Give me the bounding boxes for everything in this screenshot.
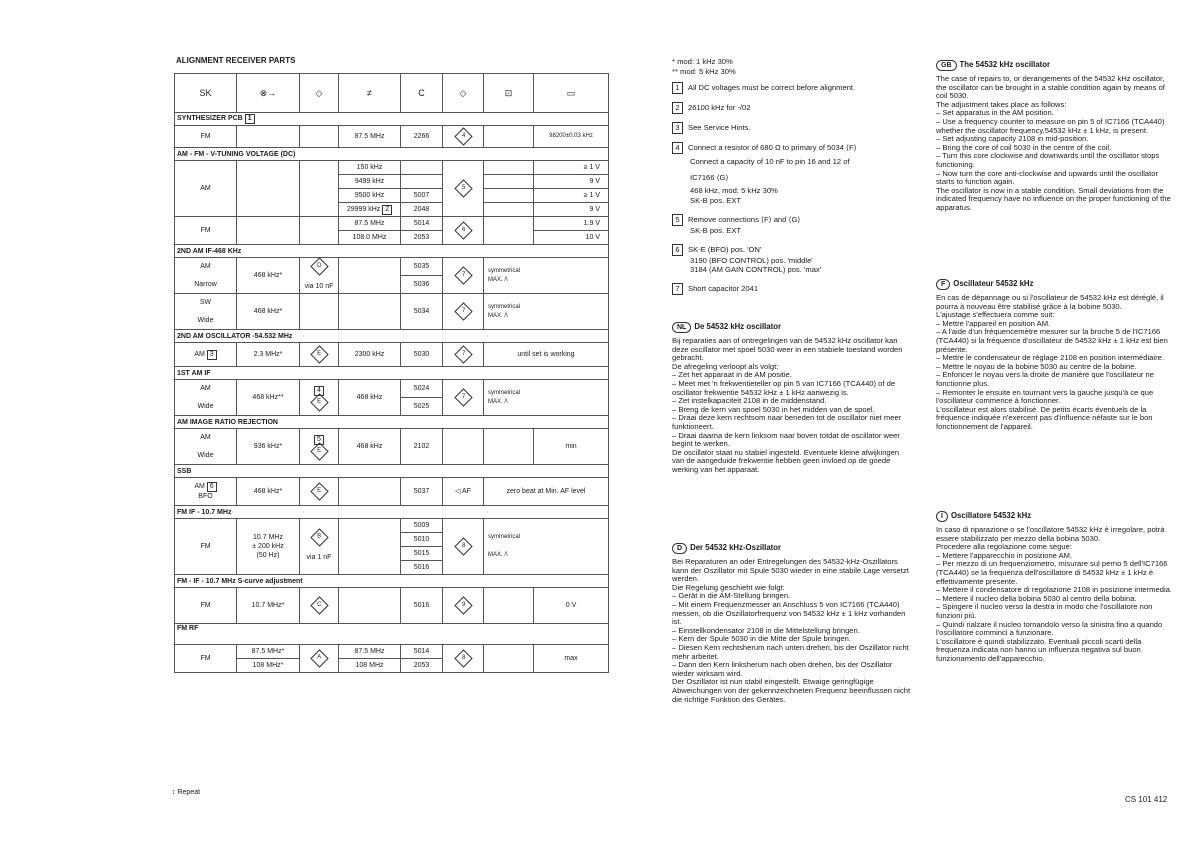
section-s-curve: FM - IF - 10.7 MHz S-curve adjustment — [175, 575, 609, 588]
de-section: D Der 54532 kHz-Oszillator Bei Reparaturen an oder Entregelungen des 54532-kHz-Oszillators kann der Oszillator mit Spule 5030 wieder in eine stabile Lage versetzt werden. Die Regelung geschieht wie folgt: – Gerät in die AM-Stellung bringen. – Mit einem Frequenzmesser an Anschluss 5 von IC7166 (TCA440) messen, ob die Oszillatorfrequenz von 54532 kHz ± 1 kHz vorhanden ist. – Einstellkondensator 2108 in die Mittelstellung bringen. – Kern der Spule 5030 in die Mitte der Spule bringen. – Diesen Kern rechtsherum nach unten drehen, bis der Oszillator nicht mehr arbeitet. – Dann den Kern linksherum nach oben drehen, bis der Oszillator wieder wirksam wird. Der Oszillator ist nun stabil eingestellt. Etwaige geringfügige Abweichungen von der gekennzeichneten Frequenz beeinflussen nicht die richtige Funktion des Gerätes. — [672, 543, 911, 704]
hdr-generator-icon: ⊗→ — [237, 74, 300, 113]
section-1st-if: 1ST AM IF — [175, 367, 609, 380]
hdr-sk: SK — [175, 74, 237, 113]
cell: 2266 — [401, 126, 443, 148]
alignment-table: SK ⊗→ ◇ ≠ C ◇ ⊡ ▭ SYNTHESIZER PCB 1 FM 87.5 MHz 2266 4 98200±0.03 kHz AM - FM - V-TUNING VOLTAGE (DC) AM 150 kHz 5 ≥ 1 V 9499 kHz 9 V 9500 kHz 5007 ≥ 1 V 29999 kHz 2 2048 9 V FM 87.5 MHz 5014 6 1.9 V 108.0 MHz 2053 10 V 2ND AM IF-468 KHz AM Narrow 468 kHz* D via 10 nF 5035 7 symmetrical MAX. /\ 5036 SW Wide 468 kHz* 5034 7 symmetrical MAX. /\ 2ND AM OSCILLATOR -54.532 MHz AM 3 2.3 MHz* E 2300 kHz 5030 7 until set is working 1ST AM IF AM Wide 468 kHz** 4 E 468 kHz 5024 7 symmetrical MAX. /\ 5025 AM IMAGE RATIO REJECTION AM Wide 936 kHz* 5 E 468 kHz 2102 min SSB AM 6 BFO 468 kHz* E 5037 ◁ AF zero beat at Min. AF level FM IF - 10.7 MHz FM 10.7 MHz ± 200 kHz (50 Hz) B via 1 nF 5009 8 symmetrical MAX. /\ 5010 5015 5016 FM - IF - 10.7 MHz S-curve adjustment FM 10.7 MHz* C 5016 9 0 V FM RF FM 87.5 MHz* A 87.5 MHz 5014 8 max 108 MHz* 108 MHz 2053 — [174, 73, 609, 673]
section-vtuning: AM - FM - V-TUNING VOLTAGE (DC) — [175, 148, 609, 161]
hdr-meter-icon: ▭ — [534, 74, 609, 113]
cell: 87.5 MHz — [339, 126, 401, 148]
hdr-coil-icon: C — [401, 74, 443, 113]
hdr-measure-point-icon: ◇ — [443, 74, 484, 113]
section-oscillator: 2ND AM OSCILLATOR -54.532 MHz — [175, 330, 609, 343]
section-ssb: SSB — [175, 465, 609, 478]
header-row — [175, 74, 609, 113]
page-title: ALIGNMENT RECEIVER PARTS — [176, 56, 296, 65]
cell: FM — [175, 126, 237, 148]
gb-section: GB The 54532 kHz oscillator The case of repairs to, or derangements of the 54532 kHz oscillator, the oscillator can be brought in a stable condition again by means of coil 5030. The adjustment takes place as follows: – Set apparatus in the AM position. – Use a frequency counter to measure on pin 5 of IC7166 (TCA440) whether the oscillator frequency,54532 kHz ± 1 kHz, is present. – Set adjusting capacity 2108 in mid-position. – Bring the core of coil 5030 in the centre of the coil. – Turn this core clockwise and downwards until the oscillator stops functioning. – Now turn the core anti-clockwise and upwards until the oscillator starts to function again. The oscillator is now in a stable condition. Small deviations from the indicated frequency have no influence on the proper functioning of the apparatus. — [936, 60, 1171, 212]
section-if468: 2ND AM IF-468 KHz — [175, 245, 609, 258]
hdr-test-point-icon: ◇ — [300, 74, 339, 113]
hdr-capacitor-icon: ≠ — [339, 74, 401, 113]
document-code: CS 101 412 — [1125, 795, 1168, 804]
repeat-legend: ↕ Repeat — [172, 789, 201, 796]
nl-section: NL De 54532 kHz oscillator Bij reparaties aan of ontregelingen van de 54532 kHz oscillator kan deze oscillator met spoel 5030 weer in een stabiele toestand worden gebracht. De afregeling verloopt als volgt: – Zet het apparaat in de AM positie. – Meet met 'n frekwentieteller op pin 5 van IC7166 (TCA440) of de oscillator frekwentie 54532 kHz ± 1 kHz aanwezig is. – Zet instelkapaciteit 2108 in de middenstand. – Breng de kern van spoel 5030 in het midden van de spoel. – Draai deze kern rechtsom naar beneden tot de oscillator niet meer funktioneert. – Draai daarna de kern linksom naar boven totdat de oscillator weer begint te werken. De oscillator staat nu stabiel ingesteld. Eventuele kleine afwijkingen van de aangeduide frekwentie hebben geen invloed op de goede werking van het apparaat. — [672, 322, 903, 474]
fr-section: F Oscillateur 54532 kHz En cas de dépannage ou si l'oscillateur de 54532 kHz est déréglé, il pourra à nouveau être stabilisé grâce à la bobine 5030. L'ajustage s'effectuera comme suit: – Mettre l'appareil en position AM. – A l'aide d'un fréquencemètre mesurer sur la broche 5 de l'IC7166 (TCA440) si la fréquence d'oscillateur de 54532 kHz ± 1 kHz est bien présente. – Mettre le condensateur de réglage 2108 en position intermédiaire. – Mettre le noyau de la bobine 5030 au centre de la bobine. – Enfoncer le noyau vers la droite de manière que l'oscillateur ne fonctionne plus. – Remonter le ensuite en tournant vers la gauche jusqu'à ce que l'oscillateur commence à fonctionner. L'oscillateur est alors stabilisé. De petits écarts éventuels de la fréquence indiquée n'exercent pas d'influence néfaste sur le bon fonctionnement de l'appareil. — [936, 279, 1168, 431]
section-fm-if: FM IF - 10.7 MHz — [175, 506, 609, 519]
notes-block: * mod: 1 kHz 30% ** mod: 5 kHz 30% 1 All DC voltages must be correct before alignment. 2 26100 kHz for -/02 3 See Service Hints. 4 Connect a resistor of 680 Ω to primary of 5034 ⟨F⟩ Connect a capacity of 10 nF to pin 16 and 12 of IC7166 ⟨G⟩ 468 kHz, mod: 5 kHz 30% SK-B pos. EXT 5 Remove connections ⟨F⟩ and ⟨G⟩ SK-B pos. EXT 6 SK-E (BFO) pos. 'ON' 3190 (BFO CONTROL) pos. 'middle' 3184 (AM GAIN CONTROL) pos. 'max' 7 Short capacitor 2041 — [672, 57, 857, 293]
section-fm-rf: FM RF — [175, 624, 609, 645]
section-synth: SYNTHESIZER PCB 1 — [175, 113, 609, 126]
it-section: I Oscillatore 54532 kHz In caso di riparazione o se l'oscillatore 54532 kHz è irregolare, potrà essere stabilizzato per mezzo della bobina 5030. Procedere alla regolazione come segue: – Mettere l'apparecchio in posizione AM. – Per mezzo di un frequenziometro, misurare sul perno 5 dell'IC7166 (TCA440) se la frequenza dell'oscillatore di 54532 kHz ± 1 kHz è effettivamente presente. – Mettere il condensatore di regolazione 2108 in posizione intermedia. – Mettere il nucleo della bobina 5030 al centro della bobina. – Spingere il nucleo verso la destra in modo che l'oscillatore non funzioni più. – Quindi rialzare il nucleo tornandolo verso la sinistra fino a quando l'oscillatore comminci a funzionare. L'oscillatore è quindi stabilizzato. Eventuali piccoli scarti della frequenza indicata non hanno un influenza negativa sul buon funzionamento dell'apparecchio. — [936, 511, 1172, 663]
hdr-scope-icon: ⊡ — [484, 74, 534, 113]
cell: 98200±0.03 kHz — [534, 126, 609, 148]
section-image-rejection: AM IMAGE RATIO REJECTION — [175, 416, 609, 429]
